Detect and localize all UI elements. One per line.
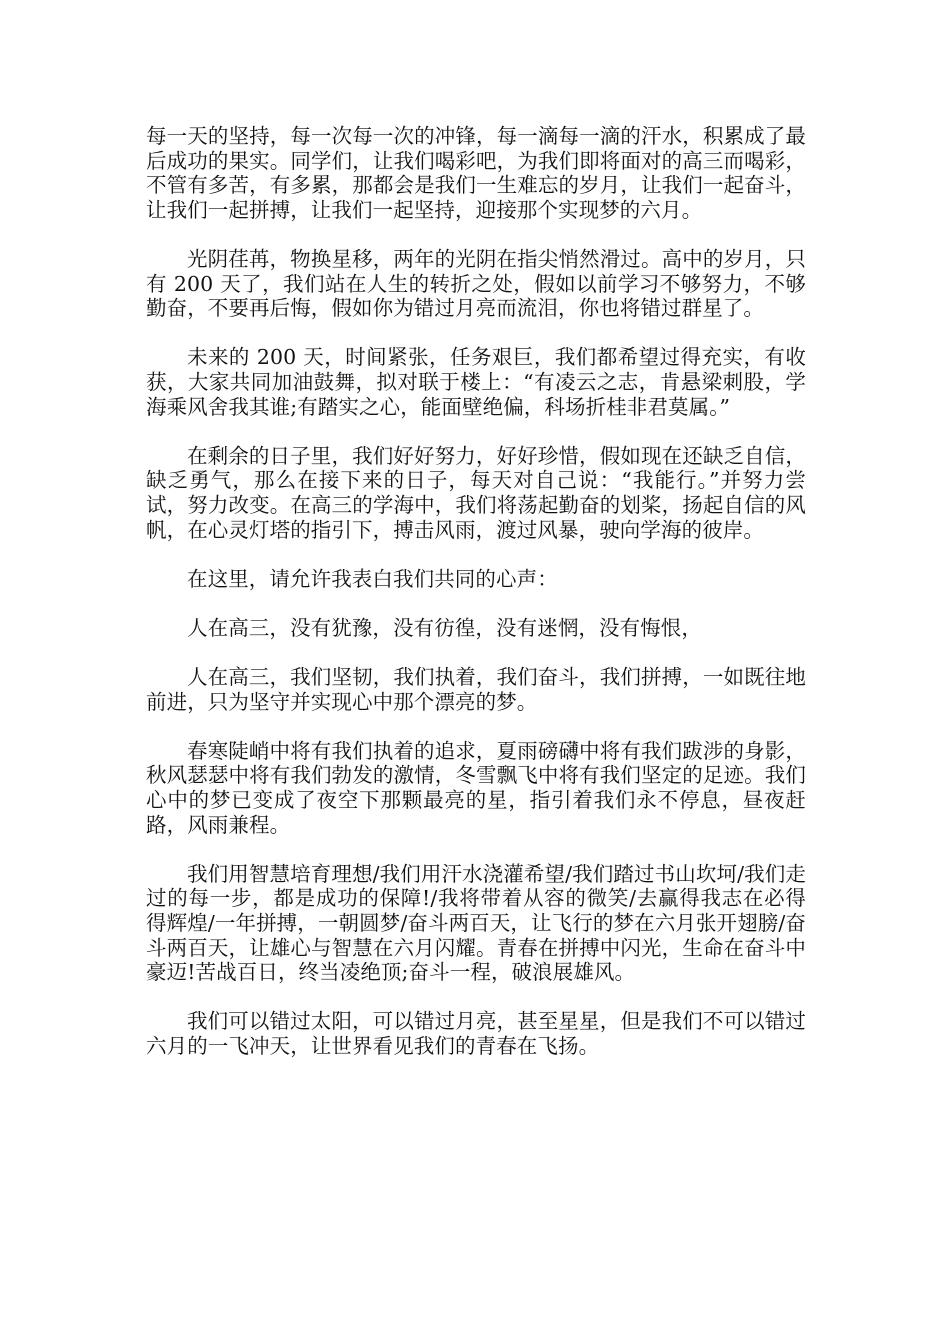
paragraph-3: 未来的 200 天，时间紧张，任务艰巨，我们都希望过得充实，有收获，大家共同加油鼓舞，拟对联于楼上：“有凌云之志，肯悬梁刺股，学海乘风舍我其谁;有踏实之心，能面壁绝偏，科场折桂非君莫属。” [146,345,806,419]
paragraph-9: 我们用智慧培育理想/我们用汗水浇灌希望/我们踏过书山坎坷/我们走过的每一步，都是成功的保障!/我将带着从容的微笑/去赢得我志在必得得辉煌/一年拼搏，一朝圆梦/奋斗两百天，让飞行的梦在六月张开翅膀/奋斗两百天，让雄心与智慧在六月闪耀。青春在拼搏中闪光，生命在奋斗中豪迈!苦战百日，终当凌绝顶;奋斗一程，破浪展雄风。 [146,861,806,985]
paragraph-8: 春寒陡峭中将有我们执着的追求，夏雨磅礴中将有我们跋涉的身影，秋风瑟瑟中将有我们勃发的激情，冬雪飘飞中将有我们坚定的足迹。我们心中的梦已变成了夜空下那颗最亮的星，指引着我们永不停息，昼夜赶路，风雨兼程。 [146,738,806,837]
paragraph-4: 在剩余的日子里，我们好好努力，好好珍惜，假如现在还缺乏自信，缺乏勇气，那么在接下来的日子，每天对自己说：“我能行。”并努力尝试，努力改变。在高三的学海中，我们将荡起勤奋的划桨，扬起自信的风帆，在心灵灯塔的指引下，搏击风雨，渡过风暴，驶向学海的彼岸。 [146,443,806,542]
paragraph-2: 光阴荏苒，物换星移，两年的光阴在指尖悄然滑过。高中的岁月，只有 200 天了，我们站在人生的转折之处，假如以前学习不够努力，不够勤奋，不要再后悔，假如你为错过月亮而流泪，你也将错过群星了。 [146,246,806,321]
document-body [146,124,806,1083]
paragraph-10: 我们可以错过太阳，可以错过月亮，甚至星星，但是我们不可以错过六月的一飞冲天，让世界看见我们的青春在飞扬。 [146,1009,806,1058]
paragraph-1: 每一天的坚持，每一次每一次的冲锋，每一滴每一滴的汗水，积累成了最后成功的果实。同学们，让我们喝彩吧，为我们即将面对的高三而喝彩，不管有多苦，有多累，那都会是我们一生难忘的岁月，让我们一起奋斗，让我们一起拼搏，让我们一起坚持，迎接那个实现梦的六月。 [146,124,806,222]
paragraph-5: 在这里，请允许我表白我们共同的心声： [187,566,558,591]
paragraph-6: 人在高三，没有犹豫，没有彷徨，没有迷惘，没有悔恨， [187,615,702,640]
paragraph-7: 人在高三，我们坚韧，我们执着，我们奋斗，我们拼搏，一如既往地前进，只为坚守并实现心中那个漂亮的梦。 [146,665,806,714]
